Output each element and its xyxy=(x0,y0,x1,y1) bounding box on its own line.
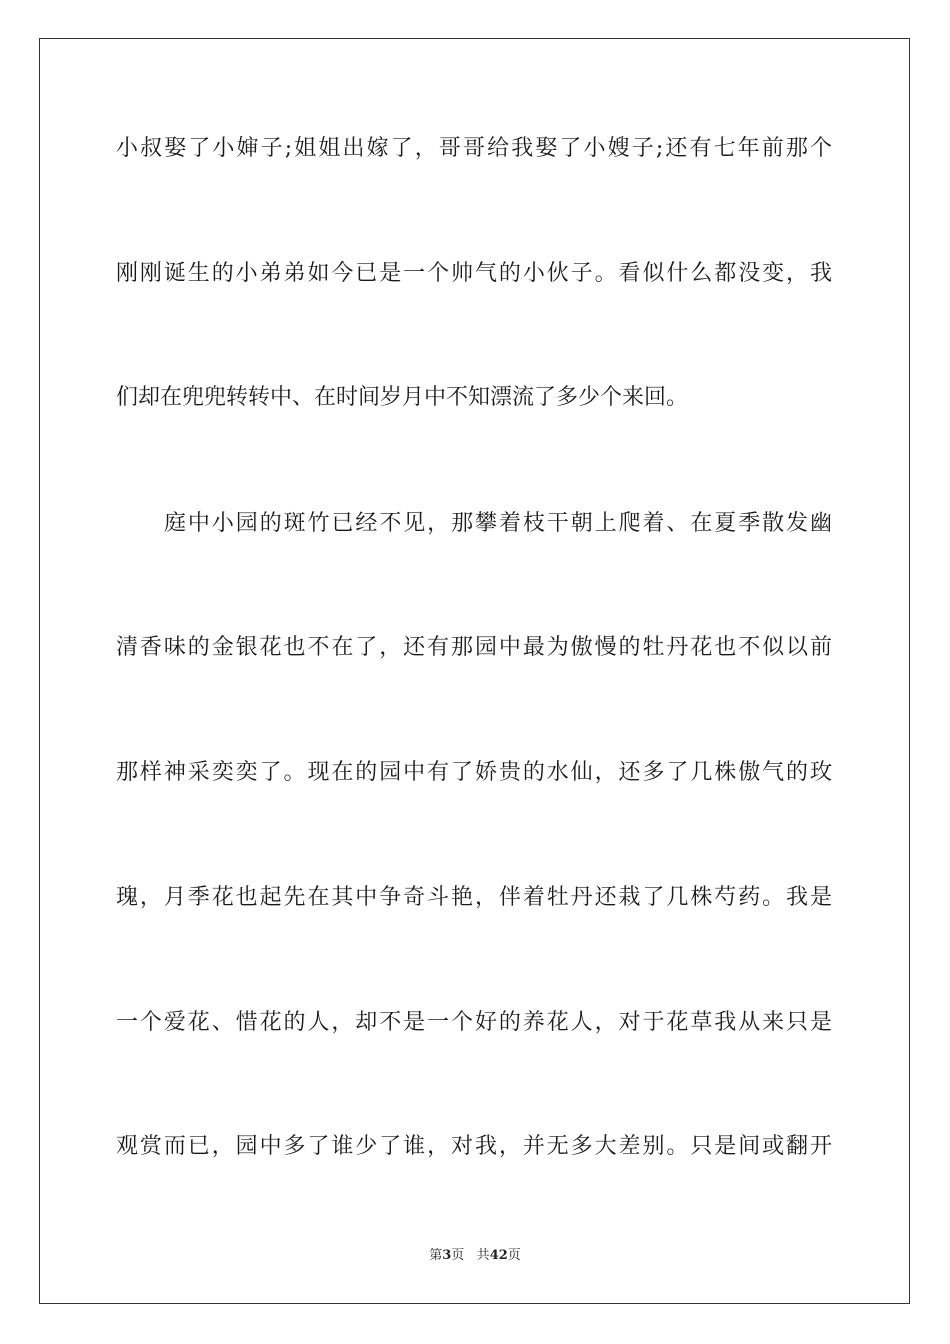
text-line-6: 那样神采奕奕了。现在的园中有了娇贵的水仙，还多了几株傲气的玫 xyxy=(116,760,832,785)
text-line-3: 们却在兜兜转转中、在时间岁月中不知漂流了多少个来回。 xyxy=(116,385,689,410)
total-prefix: 共 xyxy=(476,1248,490,1263)
text-line-4: 庭中小园的斑竹已经不见，那攀着枝干朝上爬着、在夏季散发幽 xyxy=(164,511,832,536)
page-footer xyxy=(0,1247,950,1265)
total-suffix: 页 xyxy=(507,1248,521,1263)
text-line-1: 小叔娶了小婶子;姐姐出嫁了，哥哥给我娶了小嫂子;还有七年前那个 xyxy=(116,136,832,161)
text-line-8: 一个爱花、惜花的人，却不是一个好的养花人，对于花草我从来只是 xyxy=(116,1010,832,1035)
page-number: 3 xyxy=(442,1248,452,1263)
text-line-2: 刚刚诞生的小弟弟如今已是一个帅气的小伙子。看似什么都没变，我 xyxy=(116,261,832,286)
total-pages: 42 xyxy=(489,1248,508,1263)
text-line-5: 清香味的金银花也不在了，还有那园中最为傲慢的牡丹花也不似以前 xyxy=(116,635,832,660)
text-line-9: 观赏而已，园中多了谁少了谁，对我，并无多大差别。只是间或翻开 xyxy=(116,1134,832,1159)
page-suffix: 页 xyxy=(451,1248,465,1263)
page-border xyxy=(39,38,910,1304)
page-prefix: 第 xyxy=(429,1248,443,1263)
text-line-7: 瑰，月季花也起先在其中争奇斗艳，伴着牡丹还栽了几株芍药。我是 xyxy=(116,885,832,910)
